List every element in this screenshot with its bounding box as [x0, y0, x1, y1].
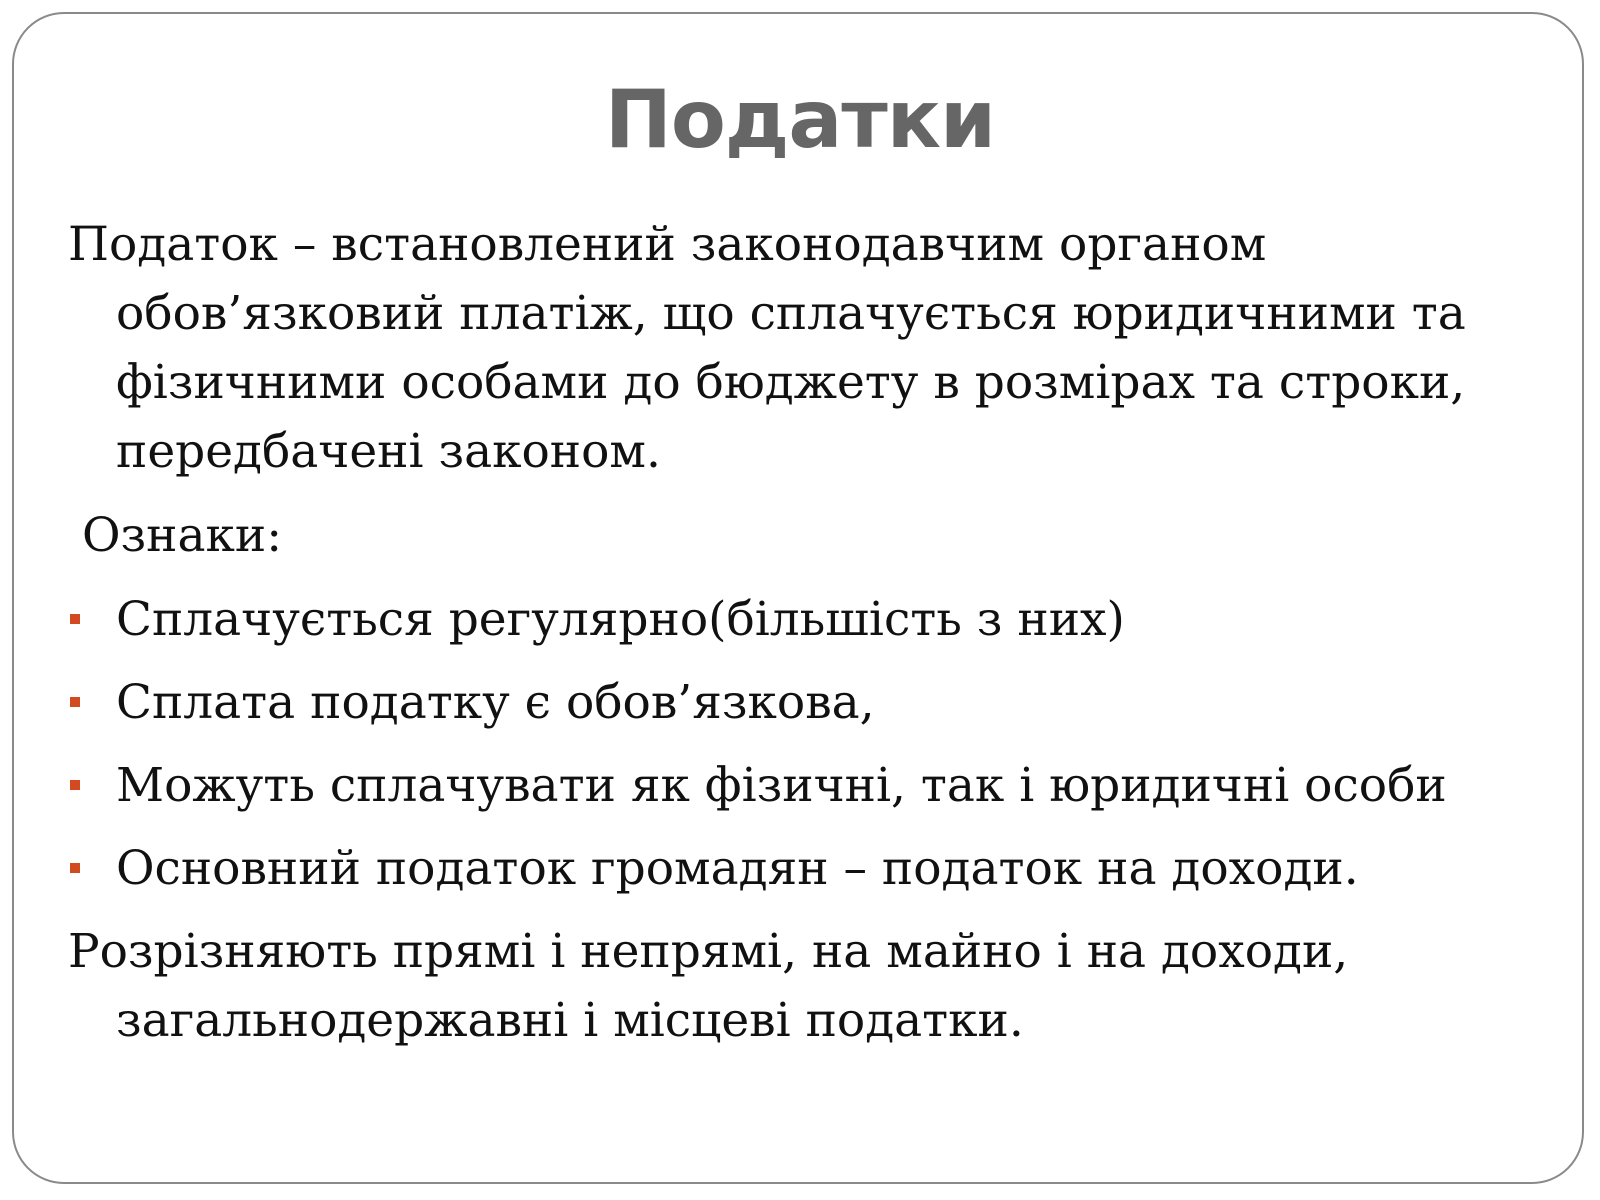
- feature-item: [68, 585, 1548, 654]
- feature-text: Основний податок громадян – податок на доходи.: [116, 841, 1359, 896]
- feature-text: Сплата податку є обов’язкова,: [116, 675, 875, 730]
- feature-item: [68, 834, 1548, 903]
- tax-definition: Податок – встановлений законодавчим органом обов’язковий платіж, що сплачується юридичними та фізичними особами до бюджету в розмірах та строки, передбачені законом.: [68, 217, 1466, 479]
- feature-text: Можуть сплачувати як фізичні, так і юридичні особи: [116, 758, 1447, 813]
- features-label: Ознаки:: [82, 508, 283, 563]
- square-bullet-icon: [70, 614, 80, 624]
- square-bullet-icon: [70, 697, 80, 707]
- tax-classification: Розрізняють прямі і непрямі, на майно і на доходи, загальнодержавні і місцеві податки.: [68, 924, 1349, 1048]
- square-bullet-icon: [70, 780, 80, 790]
- features-list: [68, 585, 1548, 903]
- slide-title: Податки: [604, 73, 996, 166]
- square-bullet-icon: [70, 863, 80, 873]
- feature-item: [68, 751, 1548, 820]
- feature-item: [68, 668, 1548, 737]
- feature-text: Сплачується регулярно(більшість з них): [116, 592, 1125, 647]
- slide-body: [68, 210, 1548, 1070]
